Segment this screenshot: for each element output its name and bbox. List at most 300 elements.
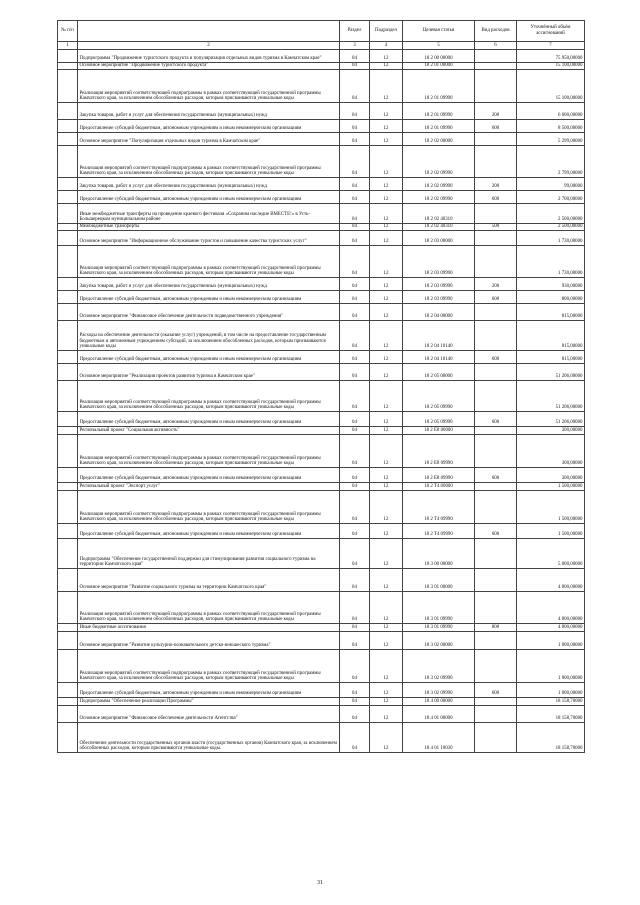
row-podrazdel-cell: 12 — [370, 204, 403, 224]
row-vid-cell — [475, 435, 517, 468]
row-name-cell: Закупка товаров, работ и услуг для обеспечения государственных (муниципальных) нужд — [78, 103, 340, 120]
row-razdel-cell: 04 — [340, 364, 370, 381]
row-number-cell — [58, 427, 78, 435]
table-row — [58, 381, 585, 412]
row-target-cell: 18 4 00 00000 — [403, 698, 475, 706]
row-amount-cell: 5 000,00000 — [517, 539, 585, 569]
row-amount-cell: 1 500,00000 — [517, 524, 585, 539]
row-vid-cell: 600 — [475, 683, 517, 698]
row-podrazdel-cell: 12 — [370, 364, 403, 381]
row-podrazdel-cell: 12 — [370, 524, 403, 539]
row-amount-cell: 1 000,00000 — [517, 650, 585, 683]
table-row — [58, 592, 585, 624]
row-amount-cell: 51 206,00000 — [517, 412, 585, 427]
row-amount-cell: 930,00000 — [517, 278, 585, 291]
row-vid-cell: 200 — [475, 278, 517, 291]
table-row — [58, 146, 585, 178]
row-target-cell: 18 3 02 00000 — [403, 632, 475, 650]
table-row — [58, 351, 585, 364]
row-number-cell — [58, 204, 78, 224]
row-razdel-cell: 04 — [340, 231, 370, 246]
row-target-cell: 18 2 E8 09990 — [403, 435, 475, 468]
row-podrazdel-cell: 12 — [370, 650, 403, 683]
row-razdel-cell: 04 — [340, 683, 370, 698]
document-page — [57, 20, 584, 753]
table-row — [58, 291, 585, 304]
row-target-cell: 18 2 03 09990 — [403, 291, 475, 304]
row-podrazdel-cell: 12 — [370, 381, 403, 412]
row-vid-cell — [475, 698, 517, 706]
row-target-cell: 18 2 03 00000 — [403, 231, 475, 246]
row-podrazdel-cell: 12 — [370, 63, 403, 70]
row-amount-cell: 4 000,00000 — [517, 569, 585, 592]
row-amount-cell: 15 100,00000 — [517, 63, 585, 70]
row-name-cell: Иные бюджетные ассигнования — [78, 624, 340, 632]
row-number-cell — [58, 364, 78, 381]
row-vid-cell — [475, 539, 517, 569]
row-podrazdel-cell: 12 — [370, 178, 403, 191]
row-name-cell: Предоставление субсидий бюджетным, автономным учреждениям и иным некоммерческим организациям — [78, 291, 340, 304]
row-vid-cell: 600 — [475, 468, 517, 483]
row-target-cell: 18 2 04 00000 — [403, 304, 475, 321]
row-podrazdel-cell: 12 — [370, 191, 403, 204]
column-number-row — [58, 42, 585, 50]
row-number-cell — [58, 146, 78, 178]
row-target-cell: 18 3 00 00000 — [403, 539, 475, 569]
row-amount-cell: 5 299,00000 — [517, 133, 585, 146]
row-razdel-cell: 04 — [340, 698, 370, 706]
row-razdel-cell: 04 — [340, 624, 370, 632]
row-amount-cell: 4 000,00000 — [517, 624, 585, 632]
row-target-cell: 18 2 E8 09990 — [403, 468, 475, 483]
row-target-cell: 18 2 02 40310 — [403, 204, 475, 224]
row-number-cell — [58, 50, 78, 63]
table-row — [58, 204, 585, 224]
row-vid-cell — [475, 381, 517, 412]
row-name-cell: Подпрограмма "Обеспечение государственной поддержки для стимулирования развития социального туризма на территории Камчатского края" — [78, 539, 340, 569]
table-row — [58, 524, 585, 539]
row-podrazdel-cell: 12 — [370, 427, 403, 435]
row-amount-cell: 800,00000 — [517, 291, 585, 304]
table-row — [58, 723, 585, 753]
row-name-cell: Основное мероприятие "Продвижение туристского продукта" — [78, 63, 340, 70]
row-razdel-cell: 04 — [340, 351, 370, 364]
table-row — [58, 491, 585, 524]
row-target-cell: 18 3 01 00000 — [403, 569, 475, 592]
table-row — [58, 231, 585, 246]
row-podrazdel-cell: 12 — [370, 592, 403, 624]
column-number: 2 — [78, 42, 340, 50]
table-row — [58, 683, 585, 698]
row-name-cell: Основное мероприятие "Популяризация отдельных видов туризма в Камчатском крае" — [78, 133, 340, 146]
row-number-cell — [58, 483, 78, 491]
row-number-cell — [58, 291, 78, 304]
table-row — [58, 364, 585, 381]
row-podrazdel-cell: 12 — [370, 291, 403, 304]
row-podrazdel-cell: 12 — [370, 246, 403, 278]
row-number-cell — [58, 683, 78, 698]
row-amount-cell: 18 158,70000 — [517, 706, 585, 723]
row-target-cell: 18 2 T4 00000 — [403, 483, 475, 491]
table-row — [58, 278, 585, 291]
table-row — [58, 103, 585, 120]
header-podrazdel: Подраздел — [370, 21, 403, 42]
row-name-cell: Основное мероприятие "Финансовое обеспечение деятельности Агентства" — [78, 706, 340, 723]
row-razdel-cell: 04 — [340, 204, 370, 224]
row-razdel-cell: 04 — [340, 632, 370, 650]
row-podrazdel-cell: 12 — [370, 683, 403, 698]
row-name-cell: Предоставление субсидий бюджетным, автономным учреждениям и иным некоммерческим организациям — [78, 120, 340, 133]
budget-table-body — [58, 50, 585, 753]
column-number: 7 — [517, 42, 585, 50]
row-amount-cell: 4 000,00000 — [517, 592, 585, 624]
row-target-cell: 18 2 04 10140 — [403, 321, 475, 351]
row-razdel-cell: 04 — [340, 70, 370, 103]
row-podrazdel-cell: 12 — [370, 632, 403, 650]
row-podrazdel-cell: 12 — [370, 120, 403, 133]
row-vid-cell — [475, 364, 517, 381]
row-razdel-cell: 04 — [340, 50, 370, 63]
row-podrazdel-cell: 12 — [370, 569, 403, 592]
row-target-cell: 18 2 02 00000 — [403, 133, 475, 146]
row-target-cell: 18 2 01 09990 — [403, 70, 475, 103]
row-target-cell: 18 2 05 00000 — [403, 364, 475, 381]
row-amount-cell: 300,00000 — [517, 435, 585, 468]
row-razdel-cell: 04 — [340, 381, 370, 412]
row-name-cell: Предоставление субсидий бюджетным, автономным учреждениям и иным некоммерческим организациям — [78, 524, 340, 539]
row-razdel-cell: 04 — [340, 592, 370, 624]
row-number-cell — [58, 103, 78, 120]
row-vid-cell: 800 — [475, 624, 517, 632]
row-vid-cell — [475, 632, 517, 650]
row-vid-cell — [475, 246, 517, 278]
row-amount-cell: 1 500,00000 — [517, 483, 585, 491]
table-row — [58, 133, 585, 146]
table-row — [58, 50, 585, 63]
row-number-cell — [58, 63, 78, 70]
row-target-cell: 18 2 01 00000 — [403, 63, 475, 70]
row-name-cell: Основное мероприятие "Развитие культурно-познавательного детско-юношеского туризма" — [78, 632, 340, 650]
row-target-cell: 18 2 02 09990 — [403, 146, 475, 178]
row-number-cell — [58, 412, 78, 427]
row-target-cell: 18 3 02 09990 — [403, 650, 475, 683]
row-razdel-cell: 04 — [340, 278, 370, 291]
row-name-cell: Подпрограмма "Обеспечение реализации Программы" — [78, 698, 340, 706]
row-razdel-cell: 04 — [340, 133, 370, 146]
row-podrazdel-cell: 12 — [370, 224, 403, 231]
row-name-cell: Предоставление субсидий бюджетным, автономным учреждениям и иным некоммерческим организациям — [78, 683, 340, 698]
row-vid-cell: 600 — [475, 351, 517, 364]
table-row — [58, 304, 585, 321]
row-name-cell: Реализация мероприятий соответствующей подпрограммы в рамках соответствующей государственной программы Камчатского края, за исключением обособленных расходов, которым присваиваются уникальные коды — [78, 435, 340, 468]
row-number-cell — [58, 435, 78, 468]
row-amount-cell: 2 500,00000 — [517, 224, 585, 231]
row-number-cell — [58, 304, 78, 321]
row-name-cell: Межбюджетные трансферты — [78, 224, 340, 231]
header-number: № п/п — [58, 21, 78, 42]
column-number: 5 — [403, 42, 475, 50]
row-podrazdel-cell: 12 — [370, 231, 403, 246]
row-amount-cell: 2 500,00000 — [517, 204, 585, 224]
row-name-cell: Закупка товаров, работ и услуг для обеспечения государственных (муниципальных) нужд — [78, 278, 340, 291]
row-target-cell: 18 2 05 09990 — [403, 381, 475, 412]
table-row — [58, 650, 585, 683]
row-target-cell: 18 2 01 09990 — [403, 120, 475, 133]
table-row — [58, 178, 585, 191]
row-podrazdel-cell: 12 — [370, 146, 403, 178]
table-row — [58, 569, 585, 592]
row-target-cell: 18 3 01 09990 — [403, 592, 475, 624]
row-name-cell: Реализация мероприятий соответствующей подпрограммы в рамках соответствующей государственной программы Камчатского края, за исключением обособленных расходов, которым присваиваются уникальные коды — [78, 146, 340, 178]
row-name-cell: Региональный проект "Социальная активность" — [78, 427, 340, 435]
row-amount-cell: 15 100,00000 — [517, 70, 585, 103]
row-target-cell: 18 2 T4 09990 — [403, 491, 475, 524]
row-number-cell — [58, 524, 78, 539]
row-target-cell: 18 2 T4 09990 — [403, 524, 475, 539]
row-podrazdel-cell: 12 — [370, 706, 403, 723]
row-vid-cell — [475, 304, 517, 321]
row-razdel-cell: 04 — [340, 524, 370, 539]
row-podrazdel-cell: 12 — [370, 723, 403, 753]
row-number-cell — [58, 224, 78, 231]
row-name-cell: Реализация мероприятий соответствующей подпрограммы в рамках соответствующей государственной программы Камчатского края, за исключением обособленных расходов, которым присваиваются уникальные коды — [78, 70, 340, 103]
row-podrazdel-cell: 12 — [370, 491, 403, 524]
row-target-cell: 18 2 03 09990 — [403, 246, 475, 278]
row-name-cell: Подпрограмма "Продвижение туристского продукта и популяризация отдельных видов туризма в Камчатском крае" — [78, 50, 340, 63]
row-target-cell: 18 3 01 09990 — [403, 624, 475, 632]
row-amount-cell: 75 950,00000 — [517, 50, 585, 63]
row-name-cell: Расходы на обеспечение деятельности (оказание услуг) учреждений, в том числе на предоставление государственным бюджетным и автономным учреждениям субсидий, за исключением обособленных расходов, которым присваиваются уникальные коды — [78, 321, 340, 351]
row-vid-cell: 600 — [475, 524, 517, 539]
row-razdel-cell: 04 — [340, 191, 370, 204]
row-podrazdel-cell: 12 — [370, 483, 403, 491]
row-podrazdel-cell: 12 — [370, 351, 403, 364]
row-podrazdel-cell: 12 — [370, 278, 403, 291]
row-amount-cell: 8 500,00000 — [517, 120, 585, 133]
row-razdel-cell: 04 — [340, 723, 370, 753]
row-number-cell — [58, 569, 78, 592]
column-number: 6 — [475, 42, 517, 50]
row-target-cell: 18 2 02 09990 — [403, 191, 475, 204]
row-podrazdel-cell: 12 — [370, 624, 403, 632]
row-podrazdel-cell: 12 — [370, 304, 403, 321]
row-vid-cell — [475, 63, 517, 70]
row-name-cell: Реализация мероприятий соответствующей подпрограммы в рамках соответствующей государственной программы Камчатского края, за исключением обособленных расходов, которым присваиваются уникальные коды — [78, 381, 340, 412]
table-row — [58, 539, 585, 569]
table-row — [58, 468, 585, 483]
row-amount-cell: 815,00000 — [517, 304, 585, 321]
row-vid-cell — [475, 483, 517, 491]
row-razdel-cell: 04 — [340, 146, 370, 178]
table-row — [58, 624, 585, 632]
row-podrazdel-cell: 12 — [370, 539, 403, 569]
row-razdel-cell: 04 — [340, 539, 370, 569]
row-podrazdel-cell: 12 — [370, 468, 403, 483]
budget-table — [57, 20, 585, 753]
row-amount-cell: 1 500,00000 — [517, 491, 585, 524]
row-number-cell — [58, 70, 78, 103]
row-vid-cell — [475, 204, 517, 224]
row-razdel-cell: 04 — [340, 178, 370, 191]
header-row — [58, 21, 585, 42]
row-name-cell: Предоставление субсидий бюджетным, автономным учреждениям и иным некоммерческим организациям — [78, 468, 340, 483]
column-number: 3 — [340, 42, 370, 50]
row-razdel-cell: 04 — [340, 435, 370, 468]
row-amount-cell: 1 000,00000 — [517, 683, 585, 698]
row-target-cell: 18 3 02 09990 — [403, 683, 475, 698]
header-target: Целевая статья — [403, 21, 475, 42]
row-number-cell — [58, 592, 78, 624]
row-number-cell — [58, 698, 78, 706]
row-podrazdel-cell: 12 — [370, 698, 403, 706]
row-name-cell: Предоставление субсидий бюджетным, автономным учреждениям и иным некоммерческим организациям — [78, 412, 340, 427]
row-razdel-cell: 04 — [340, 63, 370, 70]
row-vid-cell: 200 — [475, 103, 517, 120]
row-name-cell: Основное мероприятие "Информационное обслуживание туристов и повышение качества туристских услуг" — [78, 231, 340, 246]
row-razdel-cell: 04 — [340, 412, 370, 427]
row-number-cell — [58, 491, 78, 524]
row-number-cell — [58, 191, 78, 204]
table-row — [58, 427, 585, 435]
row-number-cell — [58, 632, 78, 650]
row-vid-cell — [475, 427, 517, 435]
header-vid: Вид расходов — [475, 21, 517, 42]
header-name — [78, 21, 340, 42]
row-razdel-cell: 04 — [340, 468, 370, 483]
row-vid-cell: 200 — [475, 178, 517, 191]
row-amount-cell: 2 700,00000 — [517, 191, 585, 204]
row-name-cell: Реализация мероприятий соответствующей подпрограммы в рамках соответствующей государственной программы Камчатского края, за исключением обособленных расходов, которым присваиваются уникальные коды — [78, 491, 340, 524]
row-vid-cell: 600 — [475, 412, 517, 427]
row-name-cell: Предоставление субсидий бюджетным, автономным учреждениям и иным некоммерческим организациям — [78, 351, 340, 364]
row-razdel-cell: 04 — [340, 427, 370, 435]
row-podrazdel-cell: 12 — [370, 103, 403, 120]
row-vid-cell: 600 — [475, 291, 517, 304]
row-number-cell — [58, 723, 78, 753]
row-number-cell — [58, 178, 78, 191]
row-target-cell: 18 2 00 00000 — [403, 50, 475, 63]
row-razdel-cell: 04 — [340, 120, 370, 133]
column-number: 1 — [58, 42, 78, 50]
row-number-cell — [58, 650, 78, 683]
page-number: 31 — [317, 880, 323, 886]
row-number-cell — [58, 468, 78, 483]
row-target-cell: 18 2 02 40310 — [403, 224, 475, 231]
row-podrazdel-cell: 12 — [370, 412, 403, 427]
row-number-cell — [58, 381, 78, 412]
row-razdel-cell: 04 — [340, 483, 370, 491]
row-name-cell: Реализация мероприятий соответствующей подпрограммы в рамках соответствующей государственной программы Камчатского края, за исключением обособленных расходов, которым присваиваются уникальные коды — [78, 650, 340, 683]
row-vid-cell — [475, 491, 517, 524]
row-amount-cell: 51 206,00000 — [517, 364, 585, 381]
row-target-cell: 18 4 01 00000 — [403, 706, 475, 723]
row-amount-cell: 300,00000 — [517, 427, 585, 435]
row-vid-cell — [475, 321, 517, 351]
row-name-cell: Закупка товаров, работ и услуг для обеспечения государственных (муниципальных) нужд — [78, 178, 340, 191]
row-number-cell — [58, 539, 78, 569]
row-razdel-cell: 04 — [340, 246, 370, 278]
row-amount-cell: 2 799,00000 — [517, 146, 585, 178]
row-podrazdel-cell: 12 — [370, 435, 403, 468]
row-podrazdel-cell: 12 — [370, 321, 403, 351]
row-razdel-cell: 04 — [340, 491, 370, 524]
row-name-cell: Реализация мероприятий соответствующей подпрограммы в рамках соответствующей государственной программы Камчатского края, за исключением обособленных расходов, которым присваиваются уникальные коды — [78, 592, 340, 624]
row-podrazdel-cell: 12 — [370, 50, 403, 63]
row-razdel-cell: 04 — [340, 321, 370, 351]
table-row — [58, 120, 585, 133]
row-amount-cell: 51 206,00000 — [517, 381, 585, 412]
table-row — [58, 63, 585, 70]
row-vid-cell — [475, 706, 517, 723]
row-number-cell — [58, 278, 78, 291]
header-razdel: Раздел — [340, 21, 370, 42]
row-target-cell: 18 2 E8 00000 — [403, 427, 475, 435]
row-amount-cell: 18 158,70000 — [517, 723, 585, 753]
row-vid-cell — [475, 592, 517, 624]
table-row — [58, 246, 585, 278]
row-vid-cell — [475, 146, 517, 178]
row-vid-cell: 600 — [475, 191, 517, 204]
row-amount-cell: 815,00000 — [517, 351, 585, 364]
row-amount-cell: 1 000,00000 — [517, 632, 585, 650]
row-name-cell: Реализация мероприятий соответствующей подпрограммы в рамках соответствующей государственной программы Камчатского края, за исключением обособленных расходов, которым присваиваются уникальные коды — [78, 246, 340, 278]
row-target-cell: 18 2 02 09990 — [403, 178, 475, 191]
row-number-cell — [58, 231, 78, 246]
row-number-cell — [58, 321, 78, 351]
row-razdel-cell: 04 — [340, 304, 370, 321]
table-row — [58, 698, 585, 706]
row-vid-cell — [475, 50, 517, 63]
row-razdel-cell: 04 — [340, 706, 370, 723]
column-number: 4 — [370, 42, 403, 50]
table-row — [58, 70, 585, 103]
table-row — [58, 412, 585, 427]
row-vid-cell — [475, 133, 517, 146]
row-amount-cell: 1 730,00000 — [517, 231, 585, 246]
row-razdel-cell: 04 — [340, 224, 370, 231]
row-vid-cell: 500 — [475, 224, 517, 231]
row-number-cell — [58, 120, 78, 133]
row-amount-cell: 99,00000 — [517, 178, 585, 191]
row-razdel-cell: 04 — [340, 103, 370, 120]
row-amount-cell: 300,00000 — [517, 468, 585, 483]
row-name-cell: Основное мероприятие "Реализация проектов развития туризма в Камчатском крае" — [78, 364, 340, 381]
table-row — [58, 321, 585, 351]
row-number-cell — [58, 706, 78, 723]
row-vid-cell — [475, 569, 517, 592]
header-amount: Уточнённый объём ассигнований — [517, 21, 585, 42]
row-vid-cell — [475, 70, 517, 103]
row-number-cell — [58, 246, 78, 278]
row-target-cell: 18 4 01 10030 — [403, 723, 475, 753]
table-row — [58, 483, 585, 491]
row-amount-cell: 6 600,00000 — [517, 103, 585, 120]
row-name-cell: Обеспечение деятельности государственных органов власти (государственных органов) Камчатского края, за исключением обособленных расходов, которым присваиваются уникальные коды. — [78, 723, 340, 753]
table-row — [58, 632, 585, 650]
row-amount-cell: 18 158,70000 — [517, 698, 585, 706]
table-row — [58, 191, 585, 204]
row-vid-cell — [475, 650, 517, 683]
row-number-cell — [58, 133, 78, 146]
row-amount-cell: 815,00000 — [517, 321, 585, 351]
row-number-cell — [58, 624, 78, 632]
row-name-cell: Региональный проект "Экспорт услуг" — [78, 483, 340, 491]
row-vid-cell: 600 — [475, 120, 517, 133]
row-razdel-cell: 04 — [340, 650, 370, 683]
row-number-cell — [58, 351, 78, 364]
row-name-cell: Основное мероприятие "Финансовое обеспечение деятельности подведомственного учреждения" — [78, 304, 340, 321]
row-name-cell: Основное мероприятие "Развитие социального туризма на территории Камчатского края" — [78, 569, 340, 592]
